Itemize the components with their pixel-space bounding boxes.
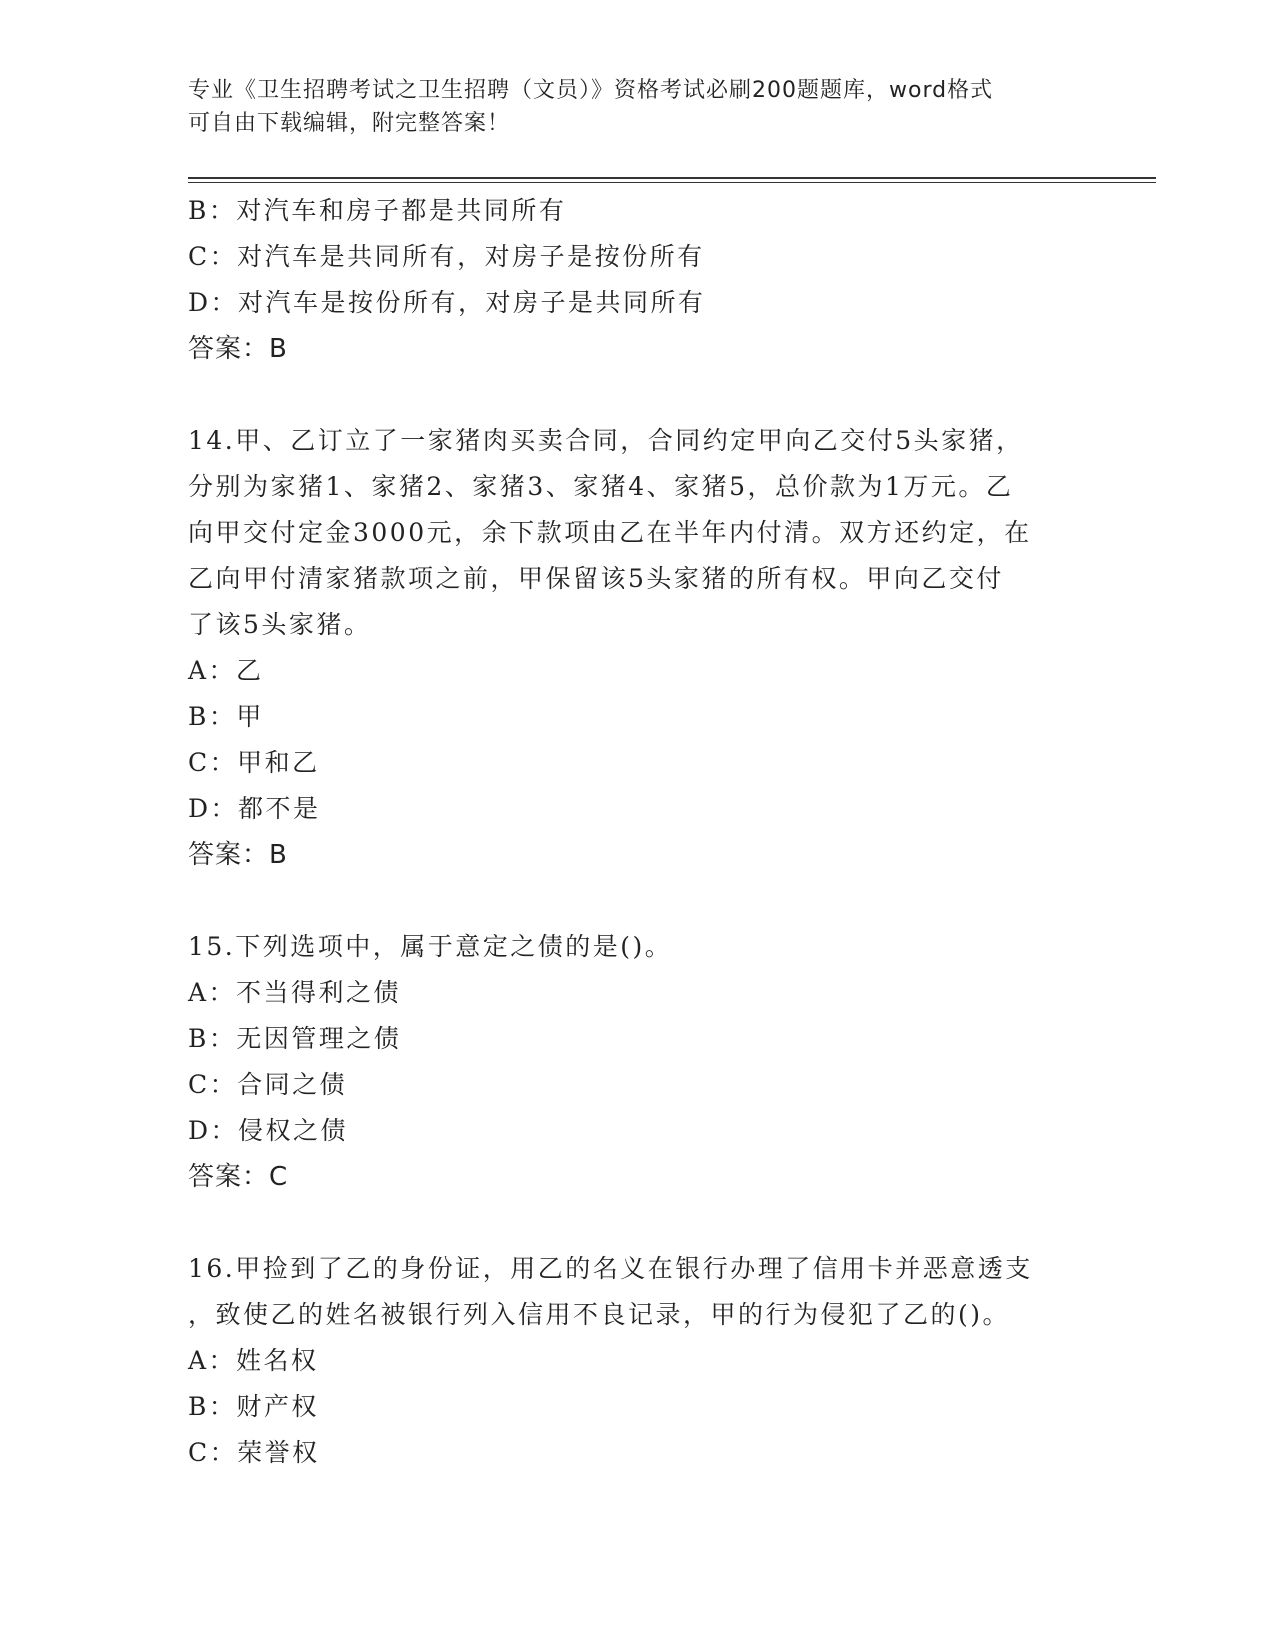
option-d: D：对汽车是按份所有，对房子是共同所有 [188, 288, 706, 317]
option-b: B：无因管理之债 [188, 1024, 402, 1053]
option-a: A：乙 [188, 656, 264, 685]
spacer [188, 878, 1088, 924]
option-a: A：姓名权 [188, 1346, 319, 1375]
answer-line: 答案：B [188, 334, 288, 364]
option-b: B：甲 [188, 702, 264, 731]
answer-line: 答案：B [188, 840, 288, 870]
question-stem-line: 向甲交付定金3000元，余下款项由乙在半年内付清。双方还约定，在 [188, 518, 1032, 547]
question-15 [188, 924, 1088, 1200]
question-stem-line: 16.甲捡到了乙的身份证，用乙的名义在银行办理了信用卡并恶意透支 [188, 1254, 1033, 1283]
question-stem-line: 乙向甲付清家猪款项之前，甲保留该5头家猪的所有权。甲向乙交付 [188, 564, 1004, 593]
document-header [188, 74, 1068, 140]
option-a: A：不当得利之债 [188, 978, 402, 1007]
question-stem-line: 分别为家猪1、家猪2、家猪3、家猪4、家猪5，总价款为1万元。乙 [188, 472, 1014, 501]
question-stem-line: 14.甲、乙订立了一家猪肉买卖合同，合同约定甲向乙交付5头家猪， [188, 426, 1024, 455]
question-stem-line: 15.下列选项中，属于意定之债的是()。 [188, 932, 673, 961]
header-title-line-1: 专业《卫生招聘考试之卫生招聘（文员）》资格考试必刷200题题库，word格式 [188, 78, 994, 103]
option-b: B：财产权 [188, 1392, 319, 1421]
question-stem-line: 了该5头家猪。 [188, 610, 372, 639]
option-b: B：对汽车和房子都是共同所有 [188, 196, 567, 225]
question-stem-line: ，致使乙的姓名被银行列入信用不良记录，甲的行为侵犯了乙的()。 [188, 1300, 1011, 1329]
answer-line: 答案：C [188, 1162, 289, 1192]
option-c: C：对汽车是共同所有，对房子是按份所有 [188, 242, 705, 271]
option-c: C：合同之债 [188, 1070, 348, 1099]
spacer [188, 1200, 1088, 1246]
question-13 [188, 188, 1088, 372]
option-d: D：侵权之债 [188, 1116, 349, 1145]
option-c: C：荣誉权 [188, 1438, 320, 1467]
question-list [188, 188, 1088, 1476]
question-14 [188, 418, 1088, 878]
question-16 [188, 1246, 1088, 1476]
header-title-line-2: 可自由下载编辑，附完整答案！ [188, 111, 511, 136]
spacer [188, 372, 1088, 418]
option-c: C：甲和乙 [188, 748, 320, 777]
option-d: D：都不是 [188, 794, 321, 823]
header-divider [188, 177, 1156, 183]
